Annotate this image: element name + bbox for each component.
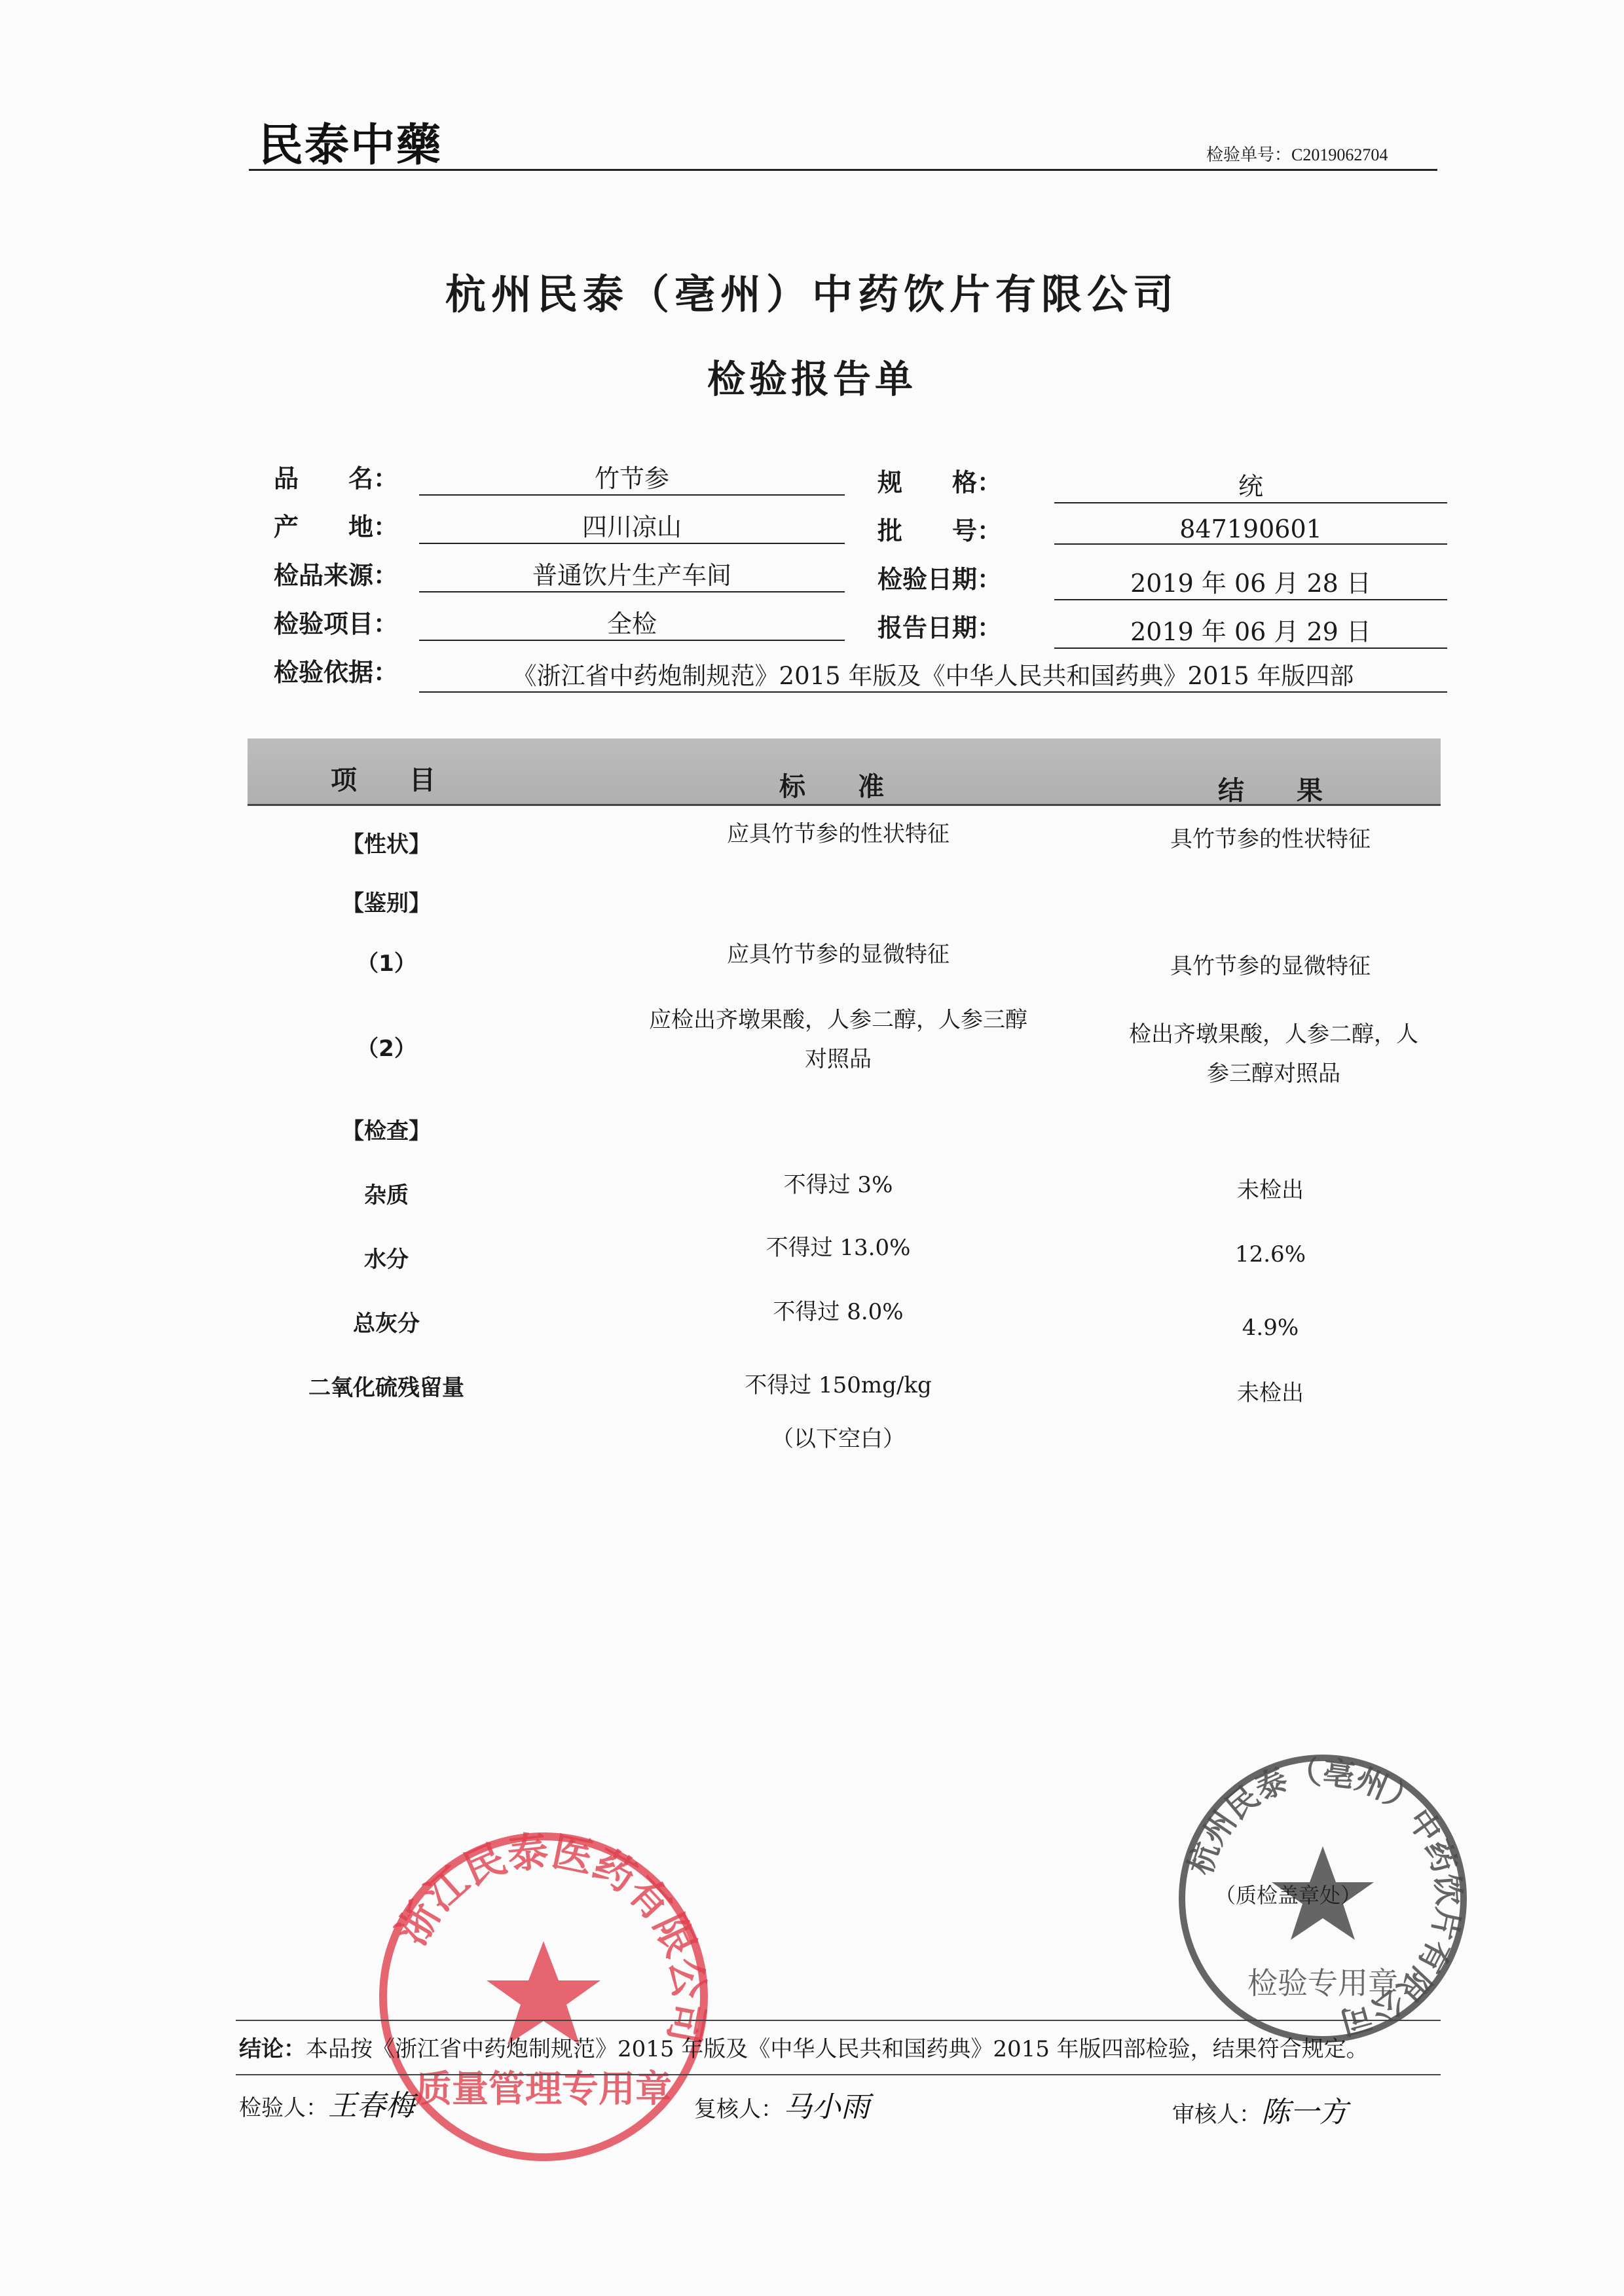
row-standard: 不得过 13.0% xyxy=(766,1235,911,1261)
test-date-value: 2019 年 06 月 28 日 xyxy=(1054,563,1447,600)
row-item: 【性状】 xyxy=(342,831,431,858)
row-standard: 应检出齐墩果酸，人参二醇，人参三醇对照品 xyxy=(649,1007,1027,1072)
conclusion-text: 本品按《浙江省中药炮制规范》2015 年版及《中华人民共和国药典》2015 年版四部检验，结果符合规定。 xyxy=(306,2036,1369,2062)
reviewer-label: 复核人： xyxy=(694,2096,783,2123)
row-item: （2） xyxy=(356,1036,416,1062)
header-rule xyxy=(249,169,1437,171)
row-item: 二氧化硫残留量 xyxy=(308,1375,464,1401)
inspector xyxy=(239,2082,415,2124)
spec-value: 统 xyxy=(1054,466,1447,503)
report-date-value: 2019 年 06 月 29 日 xyxy=(1054,611,1447,649)
row-result: 具竹节参的性状特征 xyxy=(1170,826,1371,852)
approver xyxy=(1172,2088,1348,2130)
row-result: 具竹节参的显微特征 xyxy=(1170,953,1371,979)
basis-label: 检验依据： xyxy=(274,658,399,687)
report-number xyxy=(1206,141,1388,166)
items-label: 检验项目： xyxy=(274,610,399,638)
inspector-label: 检验人： xyxy=(239,2095,328,2121)
row-standard: 应具竹节参的性状特征 xyxy=(727,821,950,847)
company-title: 杭州民泰（亳州）中药饮片有限公司 xyxy=(445,270,1179,318)
items-value: 全检 xyxy=(419,604,845,641)
row-standard: 不得过 3% xyxy=(783,1172,893,1198)
quality-seal-ring-text: 浙江民泰医药有限公司 xyxy=(387,1827,714,2048)
origin-label: 产 地： xyxy=(274,513,399,541)
quality-seal-bottom-text: 质量管理专用章 xyxy=(415,2068,672,2111)
batch-value: 847190601 xyxy=(1054,515,1447,545)
col-header-standard: 标 准 xyxy=(779,772,884,802)
row-item: 水分 xyxy=(364,1247,409,1273)
company-logo: 民泰中藥 xyxy=(259,119,443,172)
report-date-label: 报告日期： xyxy=(877,613,1003,642)
inspection-seal-ring-text: 杭州民泰（亳州）中药饮片有限公司 xyxy=(1181,1754,1467,2041)
origin-value: 四川凉山 xyxy=(419,507,845,544)
source-label: 检品来源： xyxy=(274,561,399,590)
conclusion-rule xyxy=(236,2020,1441,2021)
row-item: （1） xyxy=(356,951,416,977)
reviewer xyxy=(694,2083,870,2125)
row-result: 检出齐墩果酸，人参二醇，人参三醇对照品 xyxy=(1129,1021,1418,1087)
row-result: 未检出 xyxy=(1237,1380,1304,1406)
test-date-label: 检验日期： xyxy=(877,565,1003,594)
basis-value: 《浙江省中药炮制规范》2015 年版及《中华人民共和国药典》2015 年版四部 xyxy=(419,656,1447,693)
row-item: 总灰分 xyxy=(353,1311,420,1337)
row-result: 12.6% xyxy=(1234,1241,1306,1267)
row-item: 【检查】 xyxy=(342,1118,431,1144)
document-title: 检验报告单 xyxy=(707,357,917,401)
row-standard: 应具竹节参的显微特征 xyxy=(727,941,950,968)
reviewer-signature: 马小雨 xyxy=(783,2090,870,2124)
quality-seal-star xyxy=(487,1941,600,2045)
batch-label: 批 号： xyxy=(877,517,1003,545)
conclusion xyxy=(239,2031,1369,2063)
product-label: 品 名： xyxy=(274,464,399,493)
inspector-signature: 王春梅 xyxy=(328,2089,415,2123)
row-item: 杂质 xyxy=(364,1182,409,1209)
approver-signature: 陈一方 xyxy=(1261,2096,1348,2129)
source-value: 普通饮片生产车间 xyxy=(419,555,845,592)
product-value: 竹节参 xyxy=(419,458,845,496)
report-number-value: C2019062704 xyxy=(1291,145,1388,164)
col-header-item: 项 目 xyxy=(331,765,435,795)
row-item: 【鉴别】 xyxy=(342,890,431,917)
inspection-seal-bottom-text: 检验专用章 xyxy=(1247,1965,1398,2001)
approver-label: 审核人： xyxy=(1172,2102,1261,2128)
spec-label: 规 格： xyxy=(877,468,1003,497)
report-number-label: 检验单号： xyxy=(1206,145,1292,164)
col-header-result: 结 果 xyxy=(1218,776,1323,806)
blank-note: （以下空白） xyxy=(771,1426,905,1452)
quality-seal xyxy=(373,1827,714,2167)
row-result: 未检出 xyxy=(1237,1177,1304,1203)
signature-rule xyxy=(236,2074,1441,2075)
conclusion-label: 结论： xyxy=(239,2036,306,2062)
row-standard: 不得过 8.0% xyxy=(773,1299,904,1325)
seal-placement-note: （质检盖章处） xyxy=(1215,1883,1362,1908)
row-standard: 不得过 150mg/kg xyxy=(745,1372,932,1398)
row-result: 4.9% xyxy=(1242,1315,1299,1341)
